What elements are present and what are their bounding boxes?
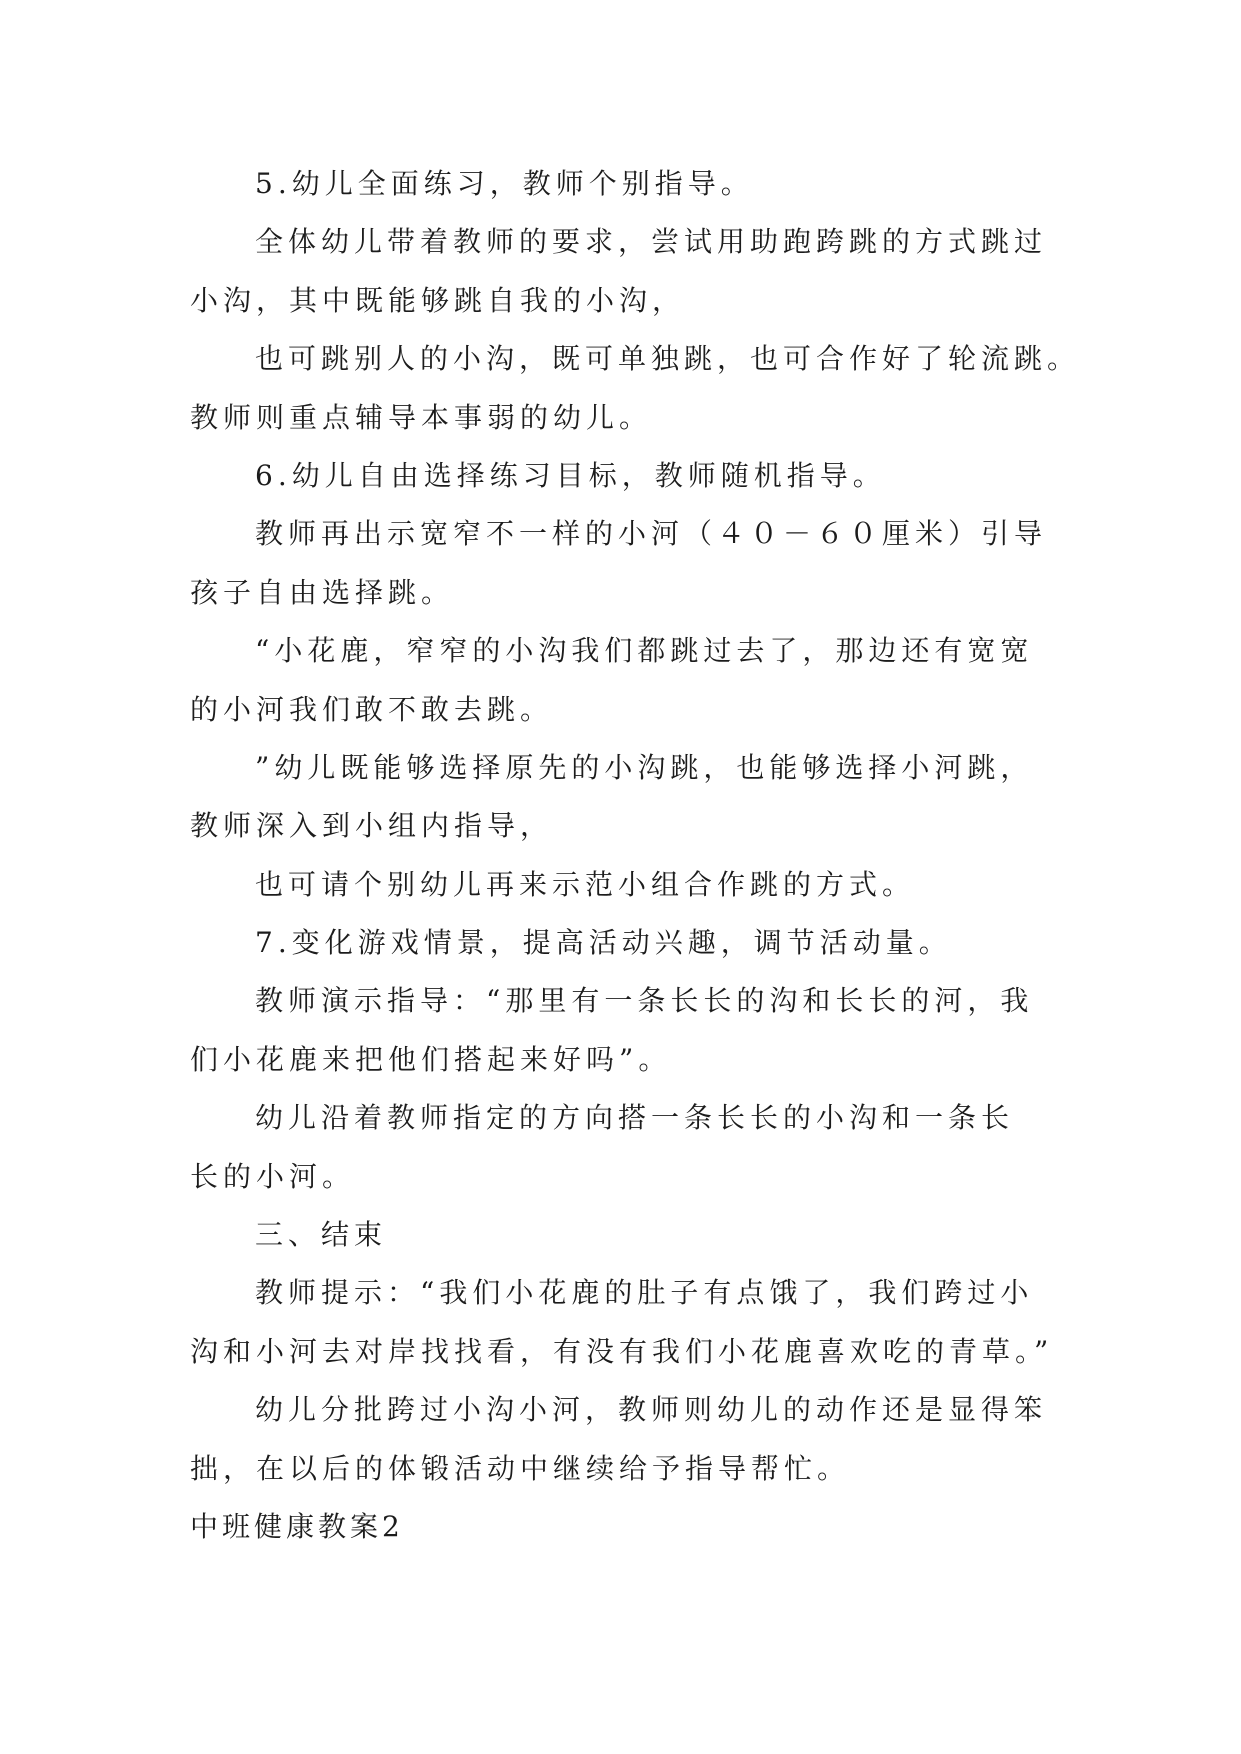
document-title: 中班健康教案2 — [190, 1509, 404, 1543]
paragraph-line: 小沟，其中既能够跳自我的小沟， — [190, 283, 686, 317]
paragraph-line: 也可跳别人的小沟，既可单独跳，也可合作好了轮流跳。 — [255, 342, 1081, 376]
paragraph-line: 全体幼儿带着教师的要求，尝试用助跑跨跳的方式跳过 — [255, 225, 1048, 259]
paragraph-line: 长的小河。 — [190, 1159, 356, 1193]
paragraph-line: 教师深入到小组内指导， — [190, 809, 554, 843]
step-heading: 5.幼儿全面练习，教师个别指导。 — [255, 167, 754, 200]
paragraph-line: 教师再出示宽窄不一样的小河（４０－６０厘米）引导 — [255, 517, 1048, 551]
paragraph-line: 教师提示：“我们小花鹿的肚子有点饿了，我们跨过小 — [255, 1276, 1034, 1310]
paragraph-line: 拙，在以后的体锻活动中继续给予指导帮忙。 — [190, 1451, 851, 1485]
paragraph-line: 们小花鹿来把他们搭起来好吗”。 — [190, 1042, 672, 1076]
paragraph-line: 幼儿分批跨过小沟小河，教师则幼儿的动作还是显得笨 — [255, 1393, 1048, 1427]
paragraph-line: 幼儿沿着教师指定的方向搭一条长长的小沟和一条长 — [255, 1101, 1015, 1135]
step-heading: 6.幼儿自由选择练习目标，教师随机指导。 — [255, 458, 886, 492]
step-heading: 7.变化游戏情景，提高活动兴趣，调节活动量。 — [255, 926, 952, 960]
section-heading: 三、结束 — [255, 1218, 388, 1252]
paragraph-line: 沟和小河去对岸找找看，有没有我们小花鹿喜欢吃的青草。” — [190, 1334, 1054, 1368]
paragraph-line: “小花鹿，窄窄的小沟我们都跳过去了，那边还有宽宽 — [255, 634, 1034, 668]
paragraph-line: 教师演示指导：“那里有一条长长的沟和长长的河，我 — [255, 984, 1034, 1018]
paragraph-line: 教师则重点辅导本事弱的幼儿。 — [190, 400, 653, 434]
paragraph-line: ”幼儿既能够选择原先的小沟跳，也能够选择小河跳， — [255, 750, 1034, 784]
document-body — [190, 155, 1130, 1556]
paragraph-line: 孩子自由选择跳。 — [190, 575, 455, 609]
paragraph-line: 的小河我们敢不敢去跳。 — [190, 692, 554, 726]
paragraph-line: 也可请个别幼儿再来示范小组合作跳的方式。 — [255, 867, 916, 901]
